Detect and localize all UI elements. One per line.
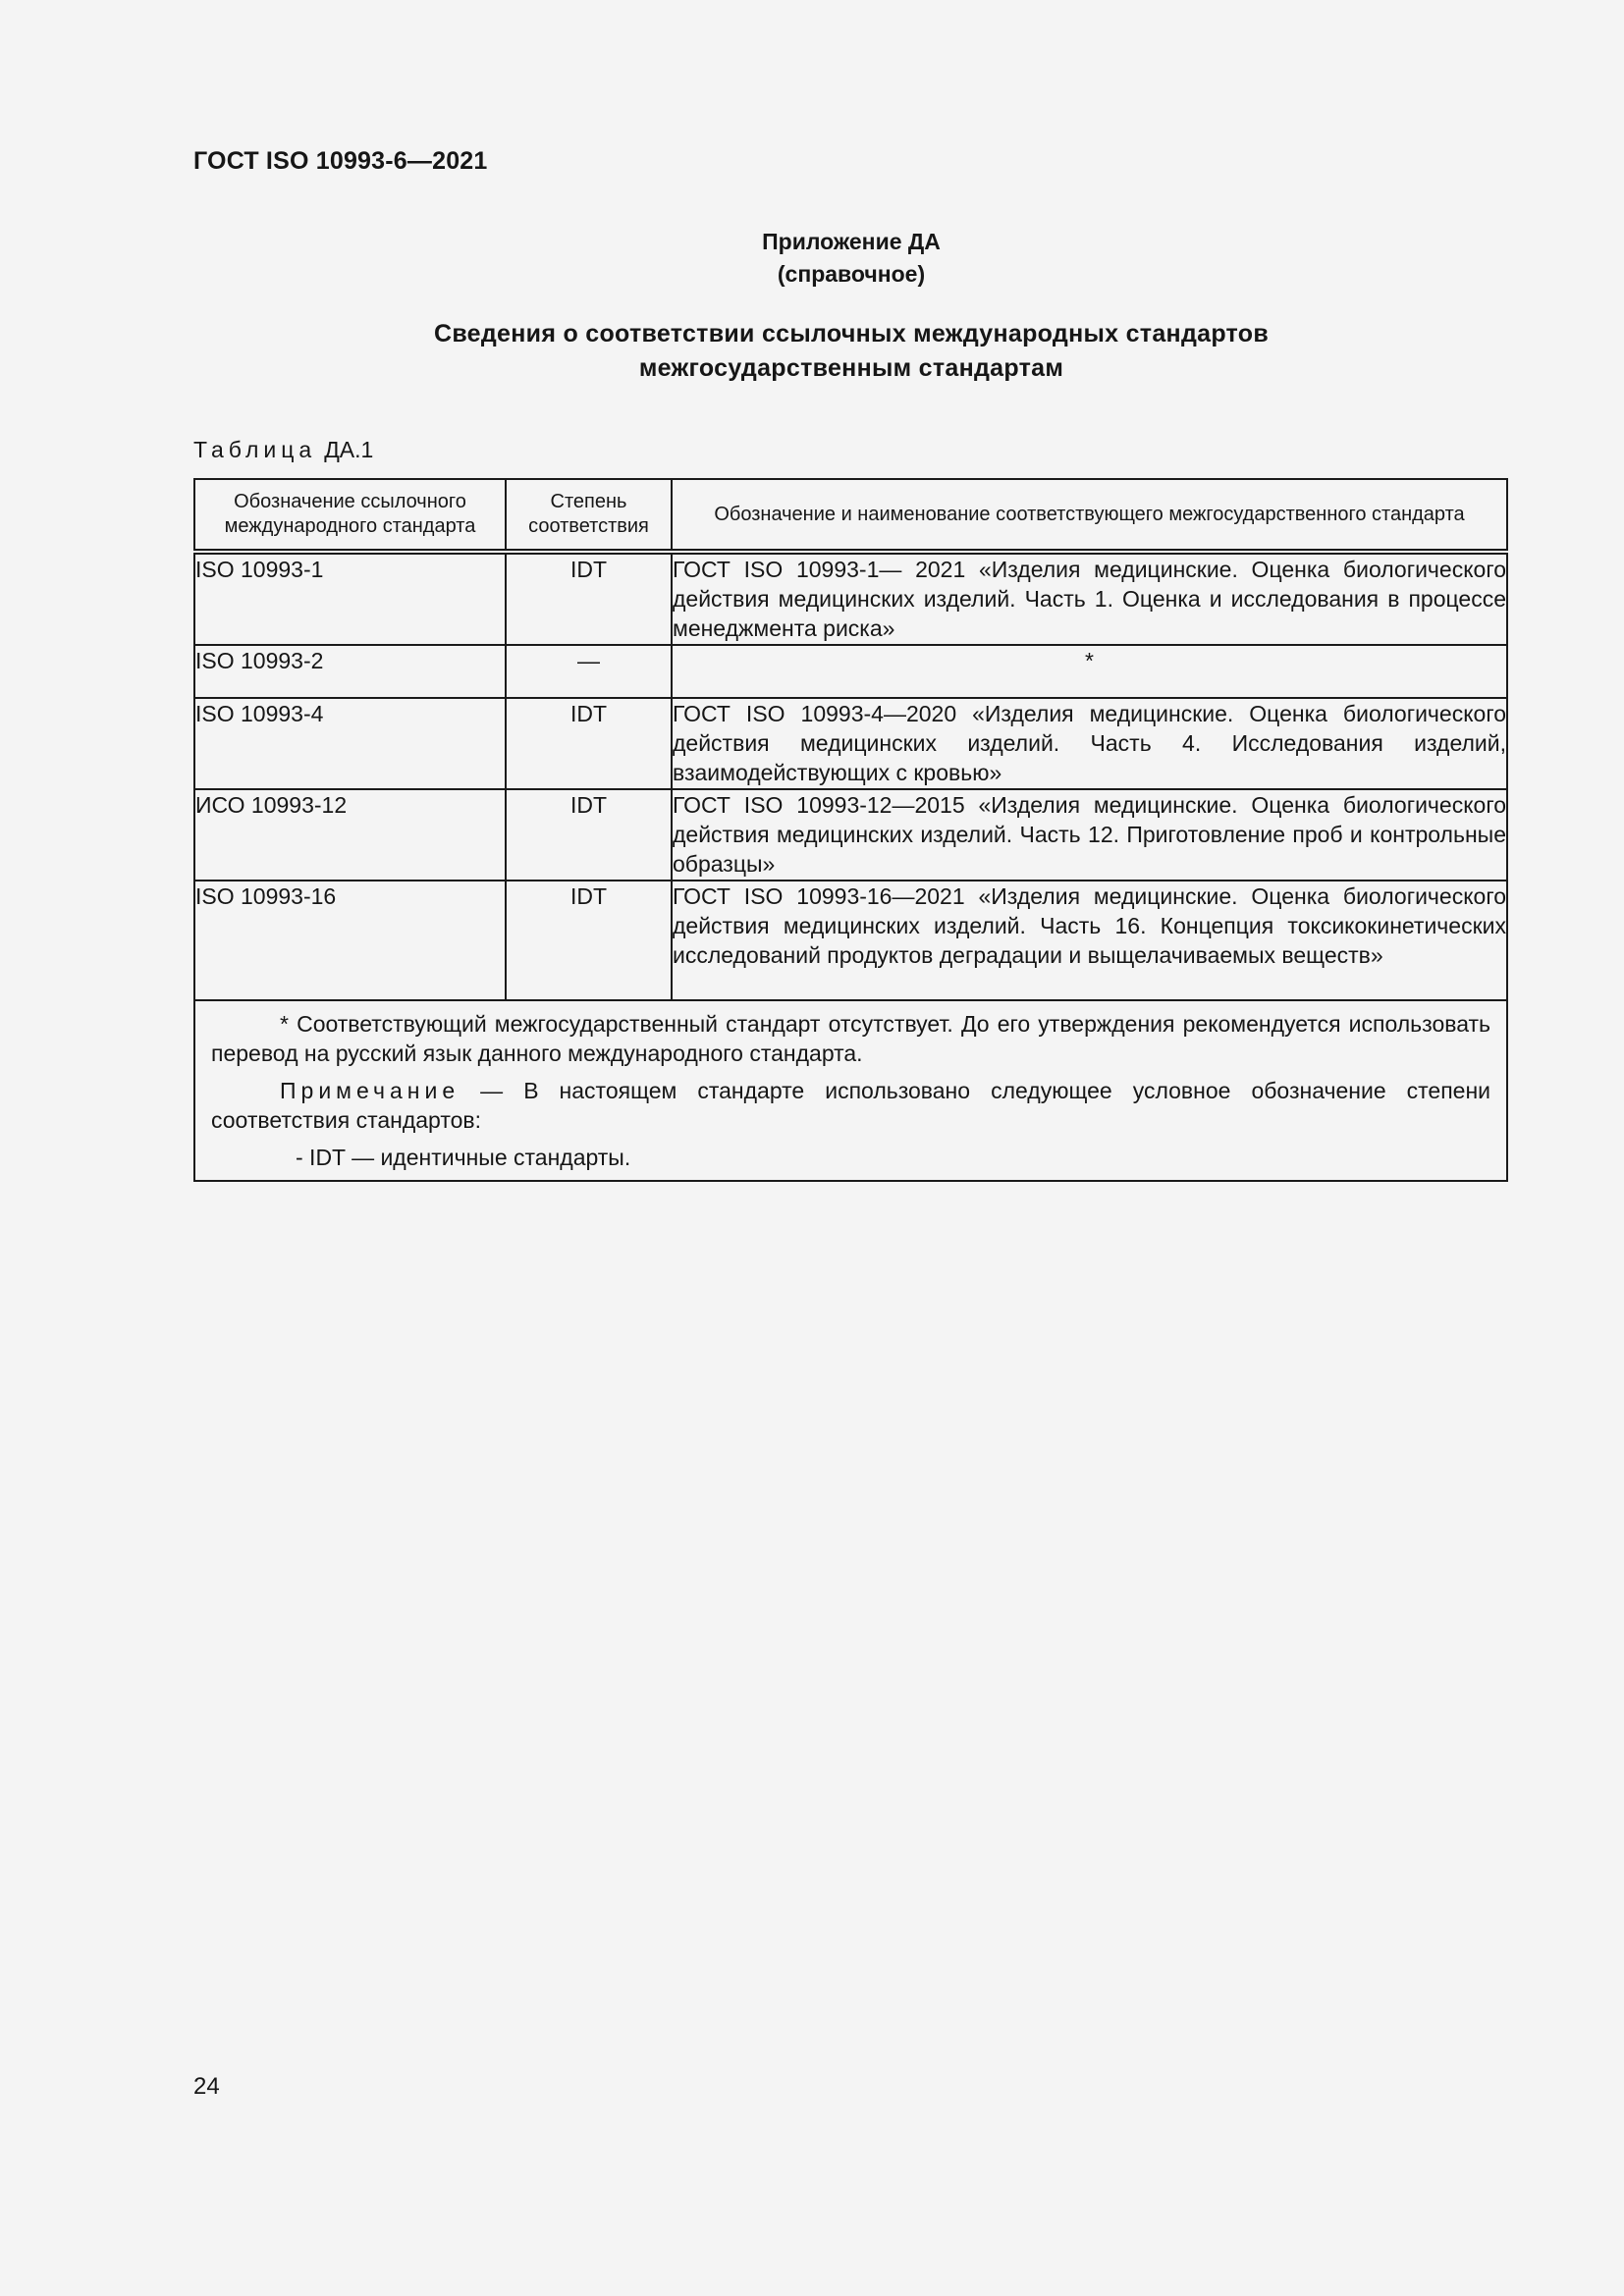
table-label-number: ДА.1 — [324, 437, 374, 462]
table-label — [193, 437, 373, 463]
table-row — [194, 789, 1507, 881]
row-degree: IDT — [506, 552, 672, 645]
section-title-line1: Сведения о соответствии ссылочных международных стандартов — [433, 320, 1270, 347]
note-item: - IDT — идентичные стандарты. — [296, 1145, 631, 1170]
note-label: Примечание — [280, 1078, 460, 1103]
row-desc: * — [672, 645, 1507, 698]
document-header: ГОСТ ISO 10993-6—2021 — [193, 147, 488, 175]
note-text: — В настоящем стандарте использовано следующее условное обозначение степени соответствия стандартов: — [211, 1078, 1490, 1133]
standards-table — [193, 478, 1508, 1182]
table-header-row — [194, 479, 1507, 552]
header-code: Обозначение ссылочного международного стандарта — [194, 479, 506, 552]
header-degree: Степень соответствия — [506, 479, 672, 552]
row-desc: ГОСТ ISO 10993-1— 2021 «Изделия медицинские. Оценка биологического действия медицинских изделий. Часть 1. Оценка и исследования в процессе менеджмента риска» — [672, 552, 1507, 645]
row-desc: ГОСТ ISO 10993-16—2021 «Изделия медицинские. Оценка биологического действия медицинских изделий. Часть 16. Концепция токсикокинетических исследований продуктов деградации и выщелачиваемых веществ» — [672, 881, 1507, 1000]
row-code: ИСО 10993-12 — [194, 789, 506, 881]
row-code: ISO 10993-16 — [194, 881, 506, 1000]
row-degree: IDT — [506, 789, 672, 881]
annex-title: Приложение ДА — [762, 229, 941, 254]
section-title-line2: межгосударственным стандартам — [638, 354, 1064, 382]
table-label-word: Таблица — [193, 437, 317, 462]
row-code: ISO 10993-1 — [194, 552, 506, 645]
row-code: ISO 10993-4 — [194, 698, 506, 789]
row-desc: ГОСТ ISO 10993-12—2015 «Изделия медицинские. Оценка биологического действия медицинских изделий. Часть 12. Приготовление проб и контрольные образцы» — [672, 789, 1507, 881]
row-degree: — — [506, 645, 672, 698]
row-desc: ГОСТ ISO 10993-4—2020 «Изделия медицинские. Оценка биологического действия медицинских изделий. Часть 4. Исследования изделий, взаимодействующих с кровью» — [672, 698, 1507, 789]
section-title — [0, 317, 1624, 386]
row-code: ISO 10993-2 — [194, 645, 506, 698]
header-desc: Обозначение и наименование соответствующего межгосударственного стандарта — [672, 479, 1507, 552]
annex-status: (справочное) — [777, 261, 926, 287]
table-row — [194, 881, 1507, 1000]
table-row — [194, 645, 1507, 698]
table-row — [194, 552, 1507, 645]
table-footnote-row — [194, 1000, 1507, 1181]
footnote-text: * Соответствующий межгосударственный стандарт отсутствует. До его утверждения рекомендуется использовать перевод на русский язык данного международного стандарта. — [211, 1011, 1490, 1066]
note-paragraph — [211, 1076, 1490, 1135]
table-row — [194, 698, 1507, 789]
page-number: 24 — [193, 2073, 220, 2100]
row-degree: IDT — [506, 881, 672, 1000]
row-degree: IDT — [506, 698, 672, 789]
annex-heading — [0, 226, 1624, 291]
footnote-cell — [194, 1000, 1507, 1181]
